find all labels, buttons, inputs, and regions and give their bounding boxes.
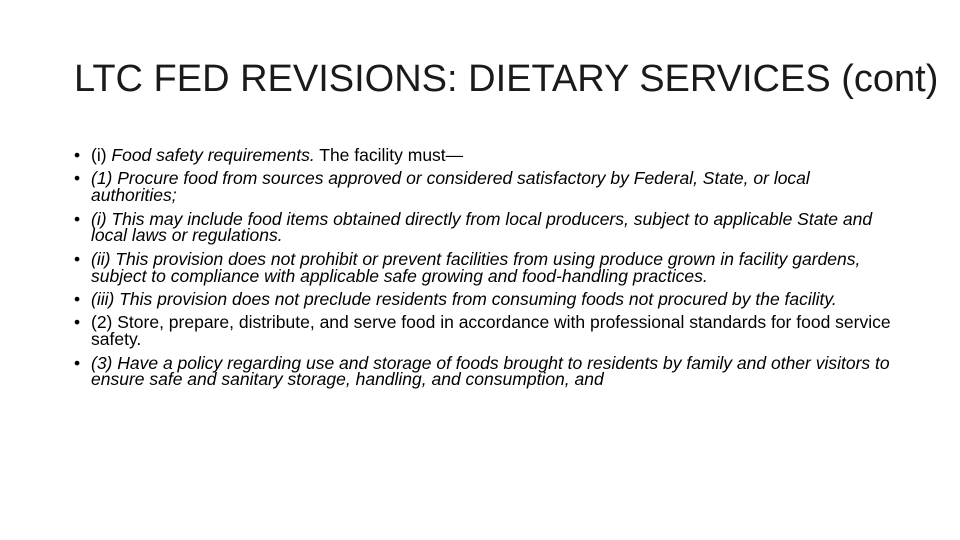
bullet-italic: (iii) This provision does not preclude residents from consuming foods not procured by the facility. [91,288,837,309]
bullet-marker: • [74,288,81,309]
bullet-item [74,288,894,309]
bullet-marker: • [74,312,81,333]
bullet-prefix: (2) Store, prepare, distribute, and serve food in accordance with professional standards for food service safety. [91,312,891,350]
bullet-italic: (1) Procure food from sources approved or considered satisfactory by Federal, State, or local authorities; [91,168,810,206]
bullet-item [74,208,894,246]
bullet-marker: • [74,168,81,189]
bullet-item [74,147,894,164]
bullet-item [74,170,894,204]
bullet-prefix: (i) [91,145,112,165]
bullet-list [74,147,894,395]
bullet-item [74,314,894,348]
bullet-marker: • [74,145,81,165]
bullet-rest: The facility must— [314,145,464,165]
bullet-marker: • [74,248,81,269]
bullet-marker: • [74,208,81,229]
bullet-italic: (ii) This provision does not prohibit or prevent facilities from using produce grown in facility gardens, subject to compliance with applicable safe growing and food-handling practices. [91,248,861,286]
bullet-italic: (i) This may include food items obtained directly from local producers, subject to applicable State and local laws or regulations. [91,208,873,246]
slide-title: LTC FED REVISIONS: DIETARY SERVICES (cont) [74,58,939,100]
bullet-item [74,352,894,390]
bullet-item [74,248,894,286]
bullet-italic: (3) Have a policy regarding use and storage of foods brought to residents by family and other visitors to ensure safe and sanitary storage, handling, and consumption, and [91,352,890,390]
bullet-marker: • [74,352,81,373]
bullet-italic: Food safety requirements. [111,145,315,165]
